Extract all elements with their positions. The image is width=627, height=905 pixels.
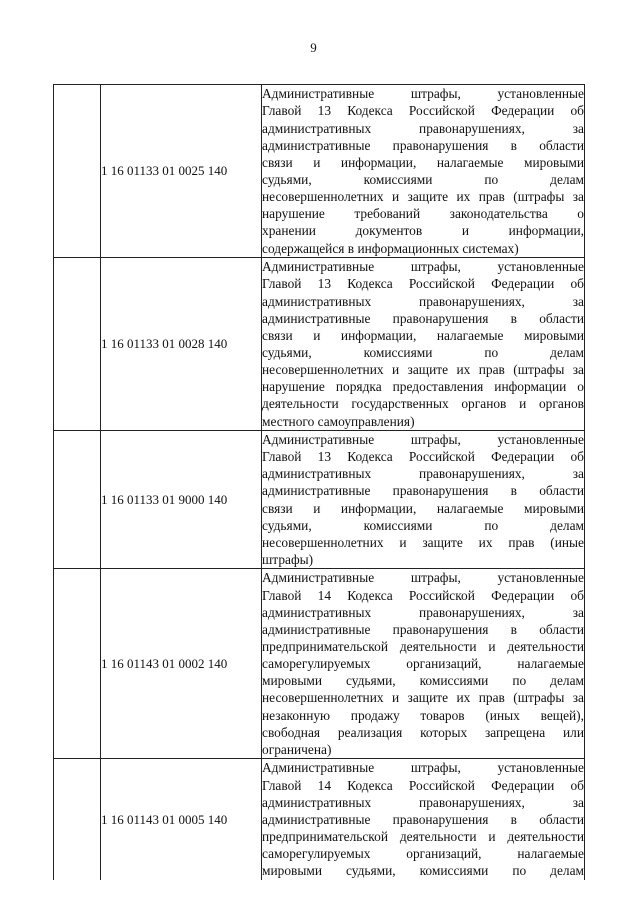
description-line: связи и информации, налагаемые мировыми [262, 154, 584, 170]
code-cell: 1 16 01143 01 0002 140 [101, 569, 262, 759]
description-line: Главой 14 Кодекса Российской Федерации об [262, 777, 584, 793]
description-line: предпринимательской деятельности и деятельности [262, 639, 584, 655]
table-row [54, 569, 585, 759]
description-line: несовершеннолетних и защите их прав (штрафы за [262, 362, 584, 378]
description-line: местного самоуправления) [262, 413, 415, 429]
description-line: административных правонарушениях, за [262, 604, 584, 620]
table-row [54, 258, 585, 431]
description-line: саморегулируемых организаций, налагаемые [262, 846, 584, 862]
description-line: ограничена) [262, 741, 332, 757]
description-cell [262, 759, 585, 880]
description-line: административные правонарушения в области [262, 621, 584, 637]
description-line: свободная реализация которых запрещена или [262, 724, 584, 740]
description-cell [262, 569, 585, 759]
description-line: административные правонарушения в области [262, 137, 584, 153]
description-line: Главой 13 Кодекса Российской Федерации об [262, 276, 584, 292]
description-line: Главой 14 Кодекса Российской Федерации об [262, 587, 584, 603]
description-line: Административные штрафы, установленные [262, 432, 584, 447]
description-line: несовершеннолетних и защите их прав (штрафы за [262, 690, 584, 706]
description-line: нарушение порядка предоставления информации о [262, 379, 584, 395]
number-cell [54, 569, 101, 759]
description-line: связи и информации, налагаемые мировыми [262, 327, 584, 343]
code-cell: 1 16 01143 01 0005 140 [101, 759, 262, 880]
description-line: саморегулируемых организаций, налагаемые [262, 656, 584, 672]
description-line: хранении документов и информации, [262, 223, 584, 239]
code-cell: 1 16 01133 01 0025 140 [101, 85, 262, 258]
number-cell [54, 431, 101, 569]
description-line: судьями, комиссиями по делам [262, 345, 584, 360]
description-line: Главой 13 Кодекса Российской Федерации об [262, 449, 584, 465]
description-line: штрафы) [262, 552, 314, 568]
description-line: несовершеннолетних и защите их прав (штрафы за [262, 189, 584, 205]
number-cell [54, 258, 101, 431]
description-cell [262, 431, 585, 569]
description-line: Административные штрафы, установленные [262, 570, 584, 586]
description-line: связи и информации, налагаемые мировыми [262, 500, 584, 516]
description-line: деятельности государственных органов и органов [262, 396, 584, 412]
description-cell [262, 85, 585, 258]
description-line: Административные штрафы, установленные [262, 760, 584, 776]
table-row [54, 431, 585, 569]
description-line: административные правонарушения в области [262, 483, 584, 499]
description-line: нарушение требований законодательства о [262, 206, 584, 222]
description-line: Главой 13 Кодекса Российской Федерации об [262, 103, 584, 119]
description-line: мировыми судьями, комиссиями по делам [262, 673, 584, 689]
budget-codes-table [53, 84, 585, 880]
description-line: административных правонарушениях, за [262, 120, 584, 136]
description-line: содержащейся в информационных системах) [262, 240, 519, 256]
table-row [54, 85, 585, 258]
description-line: административные правонарушения в области [262, 811, 584, 827]
description-line: административных правонарушениях, за [262, 466, 584, 482]
description-line: Административные штрафы, установленные [262, 259, 584, 275]
description-line: судьями, комиссиями по делам [262, 517, 584, 533]
description-line: незаконную продажу товаров (иных вещей), [262, 707, 584, 723]
description-line: предпринимательской деятельности и деятельности [262, 829, 584, 845]
description-line: несовершеннолетних и защите их прав (иные [262, 534, 584, 550]
description-line: административных правонарушениях, за [262, 293, 584, 309]
description-line: судьями, комиссиями по делам [262, 172, 584, 187]
code-cell: 1 16 01133 01 9000 140 [101, 431, 262, 569]
number-cell [54, 85, 101, 258]
description-line: административных правонарушениях, за [262, 794, 584, 810]
description-line: административные правонарушения в области [262, 310, 584, 326]
number-cell [54, 759, 101, 880]
description-cell [262, 258, 585, 431]
description-line: мировыми судьями, комиссиями по делам [262, 863, 584, 879]
code-cell: 1 16 01133 01 0028 140 [101, 258, 262, 431]
table-row [54, 759, 585, 880]
page-number: 9 [310, 40, 317, 55]
description-line: Административные штрафы, установленные [262, 86, 584, 102]
